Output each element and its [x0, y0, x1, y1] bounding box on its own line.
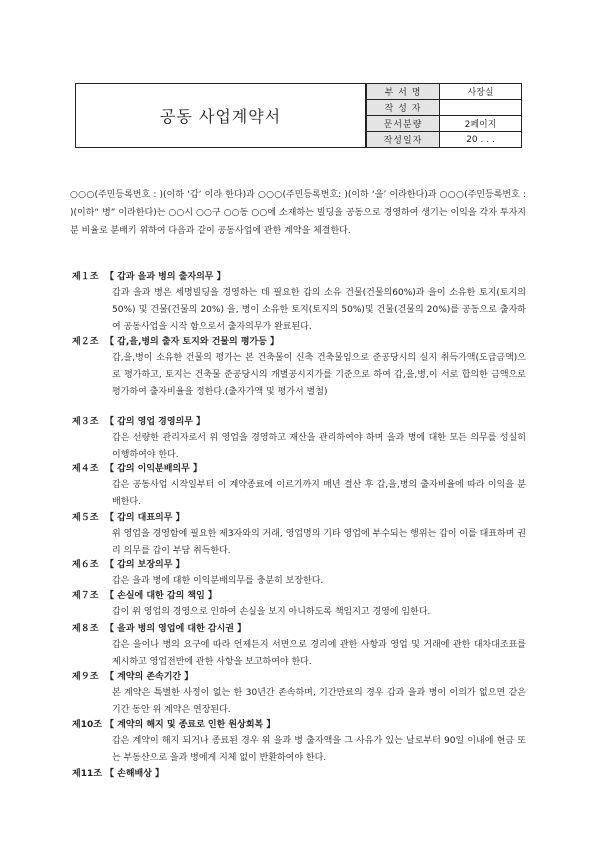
info-value — [440, 100, 522, 116]
document-title: 공동 사업계약서 — [76, 84, 366, 147]
article-heading — [72, 270, 526, 285]
article-heading — [72, 718, 526, 733]
article-body: 갑,을,병이 소유한 건물의 평가는 본 건축물이 신축 건축물임으로 준공당시의 실지 취득가액(도급금액)으로 평가하고, 토지는 건축물 준공당시의 개별공시지가를 기준으로 하여 갑,을,병,이 서로 합의한 금액으로 평가하여 출자비율을 정한다.(출자가액 및 평가서 별첨) — [112, 353, 526, 397]
info-row-date — [367, 132, 522, 148]
article-5 — [72, 511, 526, 560]
info-label: 작성일자 — [367, 132, 440, 148]
article-10 — [72, 718, 526, 767]
article-number: 제６조 — [72, 560, 99, 570]
article-title: 【 계약의 존속기간 】 — [105, 672, 194, 682]
article-body: 갑과 을과 병은 세명빌딩을 경영하는 데 필요한 갑의 소유 건물(건물의60%)과 을이 소유한 토지(토지의 50%) 및 건물(건물의 20%) 을, 병이 소유한 토지(토지의 50%)및 건물(건물의 20%)를 공동으로 출자하여 공동사업을 시작 함으로서 출자의무가 완료된다. — [112, 288, 526, 332]
info-label: 작 성 자 — [367, 100, 440, 116]
article-body: 갑이 위 영업의 경영으로 인하여 손실을 보지 아니하도록 책임지고 경영에 임한다. — [112, 607, 431, 617]
article-heading — [72, 767, 526, 782]
article-heading — [72, 558, 526, 573]
article-title: 【 갑의 이익분배의무 】 — [105, 464, 202, 474]
intro-paragraph: ○○○(주민등록번호 : )(이하 ‘갑’ 이라 한다)과 ○○○(주민등록번호: )(이하 ‘을’ 이라한다)과 ○○○(주민등록번호 : )(이하“ 병” 이라한다)는 ○○시 ○○구 ○○동 ○○에 소재하는 빌딩을 공동으로 경영하여 생기는 이익을 각자 투자지분 비율로 분배키 위하여 다음과 같이 공동사업에 관한 계약을 체결한다. — [70, 190, 526, 236]
article-heading — [72, 415, 526, 430]
article-8 — [72, 622, 526, 671]
article-number: 제11조 — [72, 769, 102, 779]
article-number: 제10조 — [72, 720, 102, 730]
article-heading — [72, 589, 526, 604]
article-number: 제８조 — [72, 624, 99, 634]
article-2 — [72, 335, 526, 401]
info-label: 문서분량 — [367, 116, 440, 132]
article-title: 【 갑의 보장의무 】 — [105, 560, 185, 570]
info-row-pages — [367, 116, 522, 132]
info-row-department — [367, 84, 522, 100]
article-heading — [72, 335, 526, 350]
article-number: 제４조 — [72, 464, 99, 474]
article-9 — [72, 670, 526, 719]
article-number: 제２조 — [72, 337, 99, 347]
article-title: 【 갑의 대표의무 】 — [105, 513, 185, 523]
article-1 — [72, 270, 526, 336]
info-row-author — [367, 100, 522, 116]
info-value: 20 . . . — [440, 132, 522, 148]
info-value: 사장실 — [440, 84, 522, 100]
article-6 — [72, 558, 526, 590]
article-number: 제７조 — [72, 591, 99, 601]
article-title: 【 갑,을,병의 출자 토지와 건물의 평가등 】 — [105, 337, 280, 347]
article-body: 갑은 선량한 관리자로서 위 영업을 경영하고 재산을 관리하여야 하며 을과 병에 대한 모든 의무를 성실히 이행하여야 한다. — [112, 433, 526, 460]
article-body: 위 영업을 경영함에 필요한 제3자와의 거래, 영업명의 기타 영업에 부수되는 행위는 갑이 이를 대표하며 권리 의무를 갑이 부담 취득한다. — [112, 529, 526, 556]
article-3 — [72, 415, 526, 464]
article-title: 【 갑의 영업 경영의무 】 — [105, 417, 206, 427]
info-label: 부 서 명 — [367, 84, 440, 100]
article-title: 【 손실에 대한 갑의 책임 】 — [105, 591, 217, 601]
article-number: 제９조 — [72, 672, 99, 682]
document-header-box — [75, 83, 522, 148]
document-info-table — [366, 84, 521, 147]
article-body: 갑은 을이나 병의 요구에 따라 언제든지 서면으로 경리에 관한 사항과 영업 및 거래에 관한 대차대조표를 제시하고 영업전반에 관한 사항을 보고하여야 한다. — [112, 640, 526, 667]
article-title: 【 손해배상 】 — [105, 769, 165, 779]
article-body: 갑은 공동사업 시작일부터 이 계약종료에 이르기까지 매년 결산 후 갑,을,병의 출자비율에 따라 이익을 분배한다. — [112, 480, 526, 507]
article-11 — [72, 767, 526, 782]
article-number: 제５조 — [72, 513, 99, 523]
article-7 — [72, 589, 526, 621]
article-heading — [72, 670, 526, 685]
article-heading — [72, 511, 526, 526]
info-value: 2페이지 — [440, 116, 522, 132]
article-body: 갑은 계약이 해지 되거나 종료된 경우 위 을과 병 출자액을 그 사유가 있는 날로부터 90일 이내에 현금 또는 부동산으로 을과 병에게 지체 없이 반환하여야 한다. — [112, 736, 526, 763]
article-body: 본 계약은 특별한 사정이 없는 한 30년간 존속하며, 기간만료의 경우 갑과 을과 병이 이의가 없으면 같은 기간 동안 위 계약은 연장된다. — [112, 688, 526, 715]
article-heading — [72, 462, 526, 477]
article-body: 갑은 을과 병에 대한 이익분배의무를 충분히 보장한다. — [112, 576, 324, 586]
article-4 — [72, 462, 526, 511]
article-heading — [72, 622, 526, 637]
article-number: 제１조 — [72, 272, 99, 282]
article-number: 제３조 — [72, 417, 99, 427]
article-title: 【 계약의 해지 및 종료로 인한 원상회복 】 — [105, 720, 276, 730]
article-title: 【 갑과 을과 병의 출자의무 】 — [105, 272, 226, 282]
article-title: 【 을과 병의 영업에 대한 감시권 】 — [105, 624, 247, 634]
